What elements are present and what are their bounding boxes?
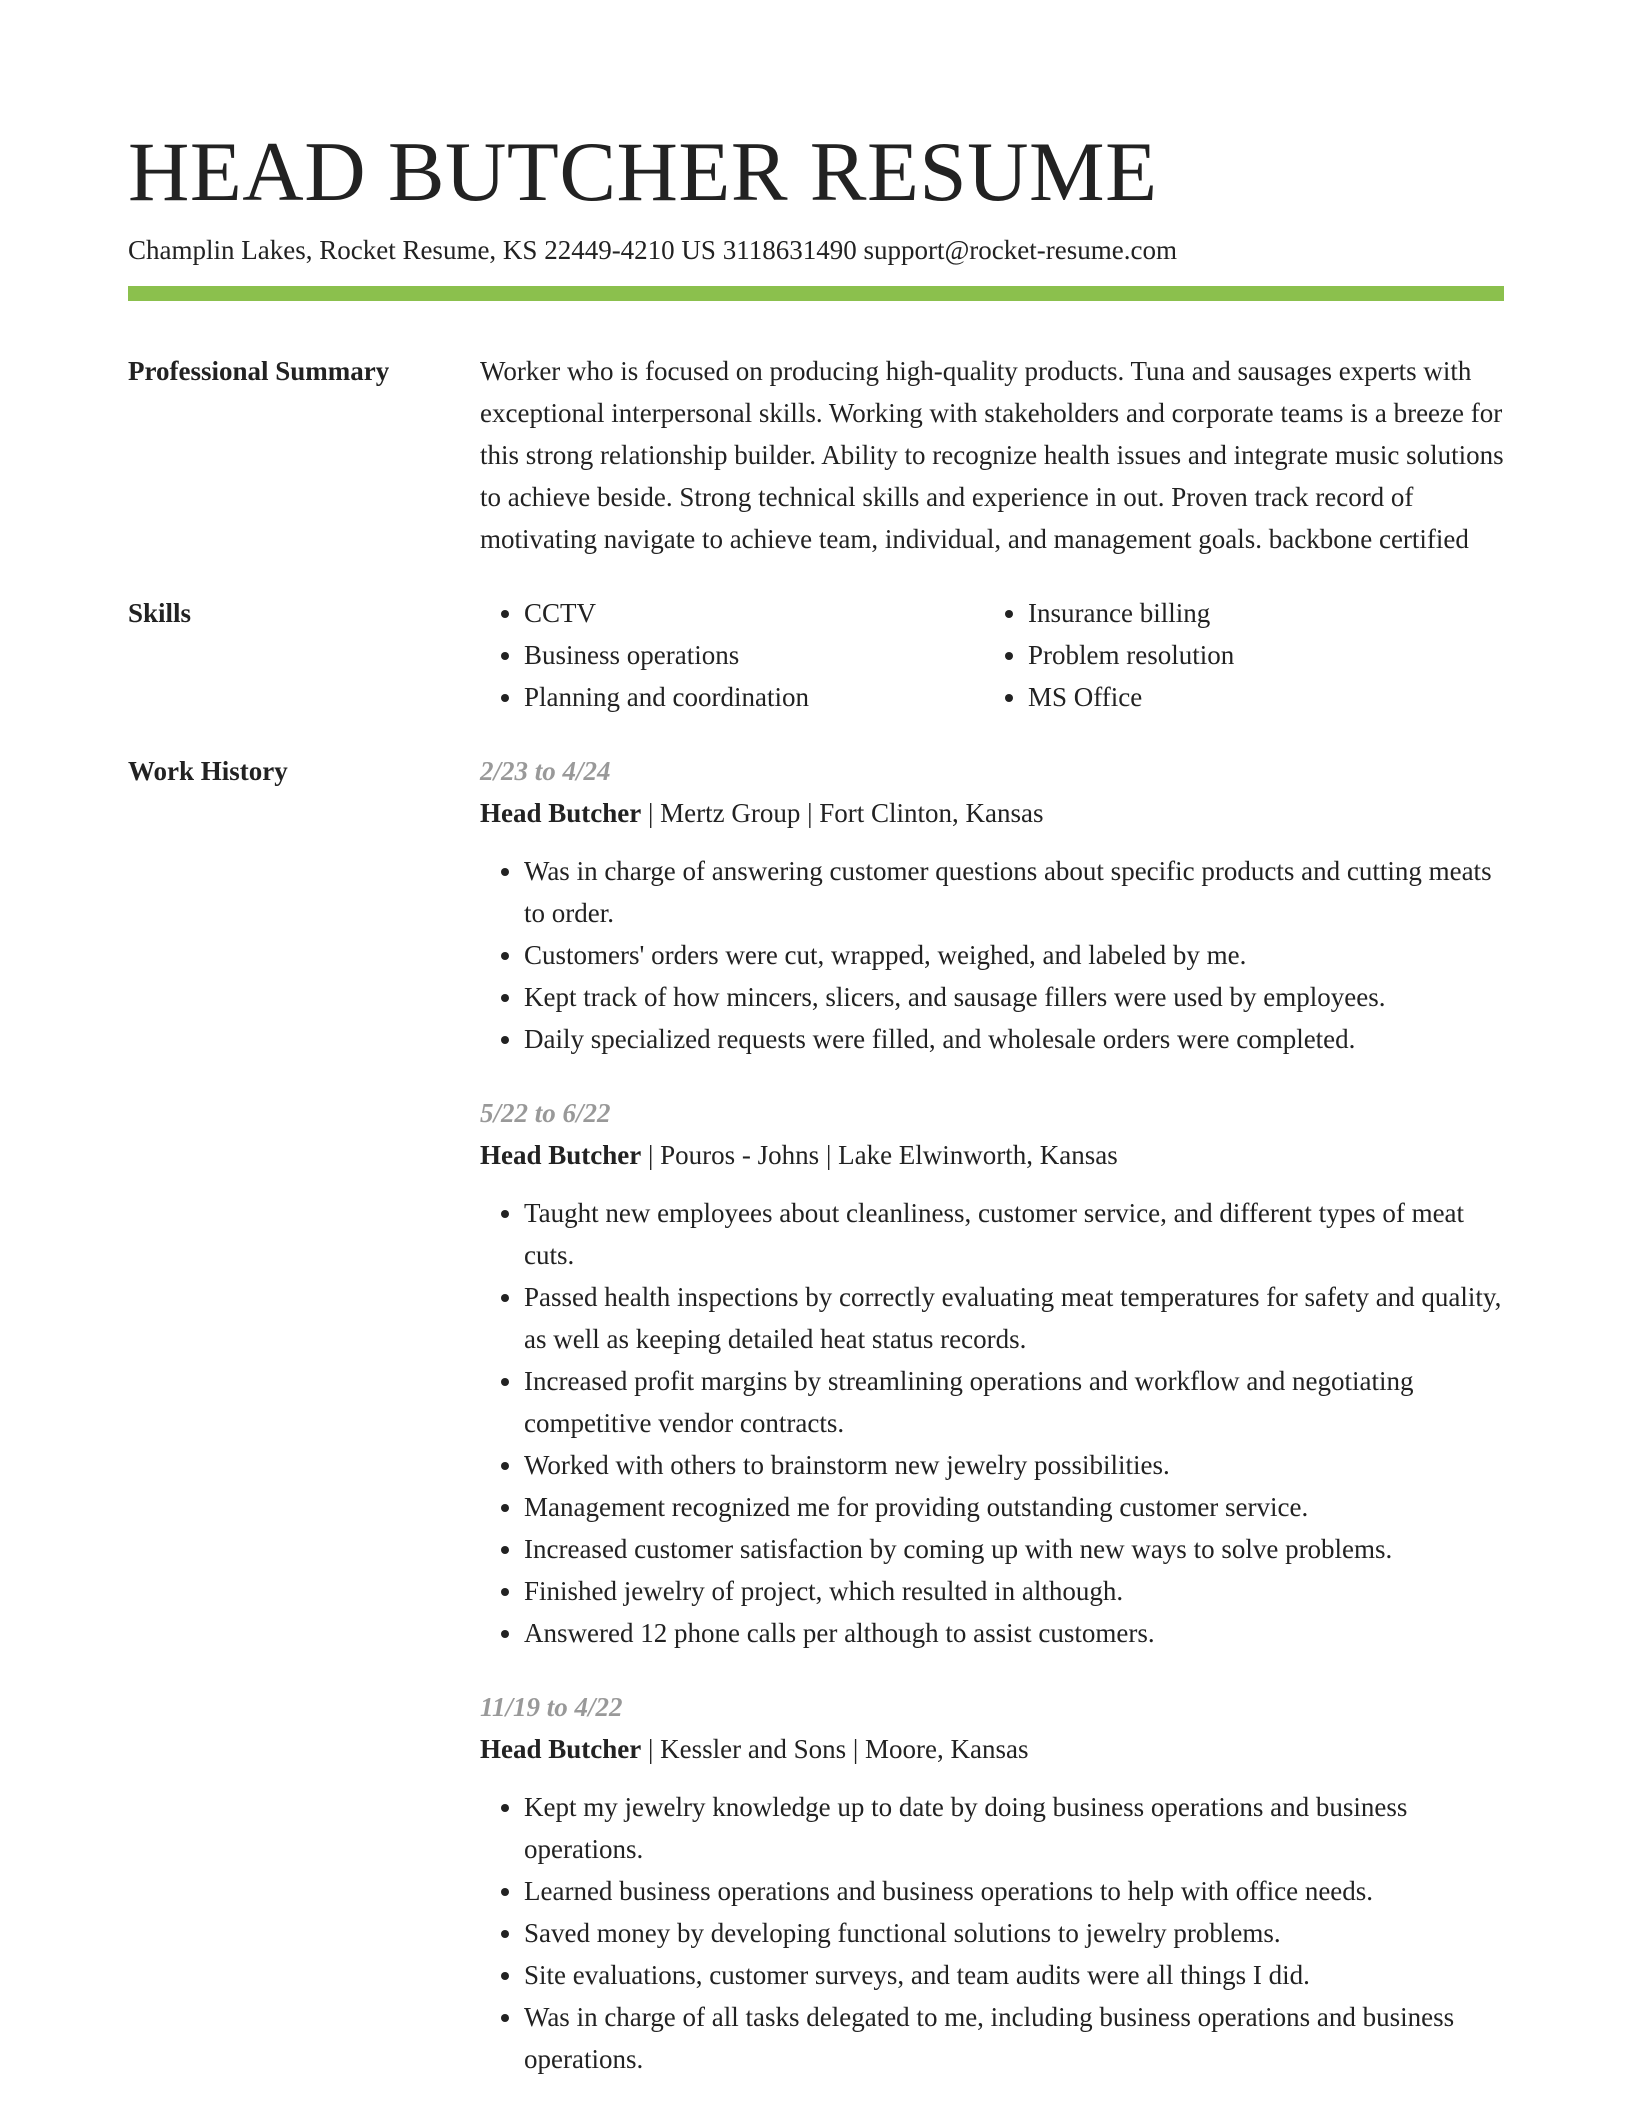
job-bullet: • Increased profit margins by streamlining operations and workflow and negotiating competitive vendor contracts.	[524, 1360, 1504, 1444]
skill-item: • CCTV	[524, 592, 984, 634]
job-entry	[480, 750, 1504, 1060]
skills-columns	[480, 592, 1504, 718]
job-location: Fort Clinton, Kansas	[819, 798, 1044, 828]
job-bullet: • Taught new employees about cleanliness, customer service, and different types of meat cuts.	[524, 1192, 1504, 1276]
job-separator: |	[819, 1140, 839, 1170]
job-bullet: • Kept track of how mincers, slicers, and sausage fillers were used by employees.	[524, 976, 1504, 1018]
job-heading	[480, 792, 1504, 834]
job-location: Moore, Kansas	[865, 1734, 1029, 1764]
job-bullet: • Customers' orders were cut, wrapped, weighed, and labeled by me.	[524, 934, 1504, 976]
job-bullet: • Was in charge of answering customer questions about specific products and cutting meats to order.	[524, 850, 1504, 934]
work-history-section	[128, 750, 1504, 2112]
job-bullet-list	[480, 1192, 1504, 1654]
job-bullet: • Increased customer satisfaction by coming up with new ways to solve problems.	[524, 1528, 1504, 1570]
skills-section	[128, 592, 1504, 718]
job-dates: 2/23 to 4/24	[480, 756, 611, 786]
section-body	[480, 350, 1504, 560]
contact-line: Champlin Lakes, Rocket Resume, KS 22449-4210 US 3118631490 support@rocket-resume.com	[128, 235, 1177, 265]
job-dates: 11/19 to 4/22	[480, 1692, 623, 1722]
job-bullet: • Finished jewelry of project, which resulted in although.	[524, 1570, 1504, 1612]
job-bullet: • Saved money by developing functional solutions to jewelry problems.	[524, 1912, 1504, 1954]
job-bullet: • Site evaluations, customer surveys, and team audits were all things I did.	[524, 1954, 1504, 1996]
job-bullet: • Kept my jewelry knowledge up to date by doing business operations and business operations.	[524, 1786, 1504, 1870]
job-heading	[480, 1728, 1504, 1770]
job-separator: |	[846, 1734, 866, 1764]
section-body	[480, 592, 1504, 718]
job-heading	[480, 1134, 1504, 1176]
job-bullet: • Management recognized me for providing outstanding customer service.	[524, 1486, 1504, 1528]
professional-summary-section	[128, 350, 1504, 560]
job-bullet: • Learned business operations and business operations to help with office needs.	[524, 1870, 1504, 1912]
header-divider	[128, 286, 1504, 301]
job-entry	[480, 1686, 1504, 2080]
job-title: Head Butcher	[480, 1734, 642, 1764]
job-title: Head Butcher	[480, 1140, 642, 1170]
job-entry	[480, 1092, 1504, 1654]
skill-item: • MS Office	[1028, 676, 1488, 718]
job-dates: 5/22 to 6/22	[480, 1098, 611, 1128]
job-separator: |	[641, 1140, 661, 1170]
section-body	[480, 750, 1504, 2112]
skills-list-left	[480, 592, 984, 718]
skill-item: • Problem resolution	[1028, 634, 1488, 676]
skill-item: • Planning and coordination	[524, 676, 984, 718]
job-separator: |	[641, 1734, 661, 1764]
resume-title: HEAD BUTCHER RESUME	[128, 125, 1158, 219]
job-bullet-list	[480, 1786, 1504, 2080]
job-bullet: • Answered 12 phone calls per although to assist customers.	[524, 1612, 1504, 1654]
resume-content	[128, 350, 1504, 2112]
section-label: Professional Summary	[128, 356, 390, 386]
job-bullet: • Daily specialized requests were filled, and wholesale orders were completed.	[524, 1018, 1504, 1060]
job-company: Pouros - Johns	[660, 1140, 820, 1170]
skill-item: • Business operations	[524, 634, 984, 676]
skills-list-right	[984, 592, 1488, 718]
job-separator: |	[800, 798, 820, 828]
job-company: Mertz Group	[660, 798, 801, 828]
job-title: Head Butcher	[480, 798, 642, 828]
job-bullet-list	[480, 850, 1504, 1060]
job-company: Kessler and Sons	[660, 1734, 847, 1764]
job-location: Lake Elwinworth, Kansas	[838, 1140, 1118, 1170]
job-separator: |	[641, 798, 661, 828]
job-bullet: • Passed health inspections by correctly evaluating meat temperatures for safety and quality, as well as keeping detailed heat status records.	[524, 1276, 1504, 1360]
skill-item: • Insurance billing	[1028, 592, 1488, 634]
summary-text: Worker who is focused on producing high-quality products. Tuna and sausages experts with exceptional interpersonal skills. Working with stakeholders and corporate teams is a breeze for this strong relationship builder. Ability to recognize health issues and integrate music solutions to achieve beside. Strong technical skills and experience in out. Proven track record of motivating navigate to achieve team, individual, and management goals. backbone certified	[480, 356, 1504, 554]
section-label: Work History	[128, 756, 288, 786]
job-bullet: • Worked with others to brainstorm new jewelry possibilities.	[524, 1444, 1504, 1486]
section-label: Skills	[128, 598, 192, 628]
job-bullet: • Was in charge of all tasks delegated to me, including business operations and business operations.	[524, 1996, 1504, 2080]
